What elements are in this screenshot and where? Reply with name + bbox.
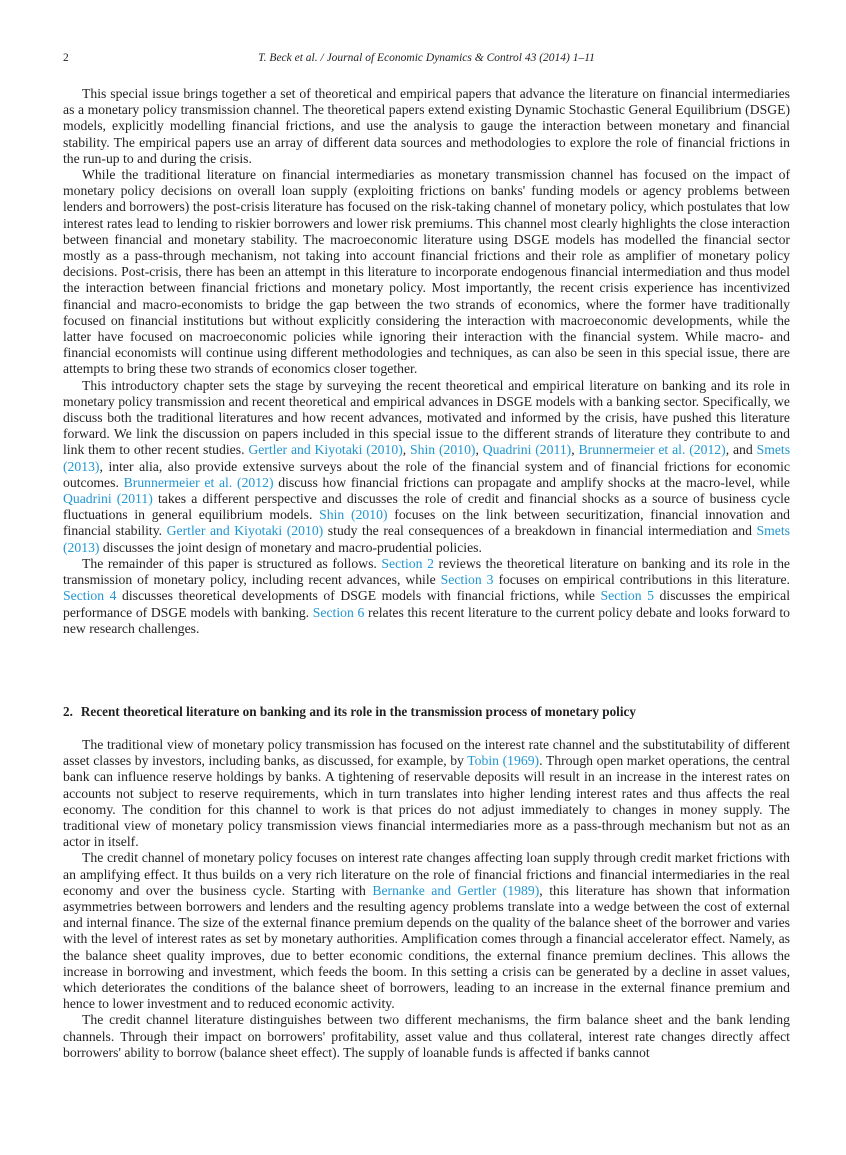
paragraph-text: , this literature has shown that information asymmetries between borrowers and lenders and the resulting agency problems translate into a wedge between the cost of external and internal finance. The size of the external finance premium depends on the quality of the balance sheet of the borrower and varies with the level of interest rates as set by monetary authorities. Amplification comes through a financial accelerator effect. Namely, as the balance sheet quality improves, due to better economic conditions, the external finance premium declines. This allows the increase in borrowing and investment, which feeds the boom. In this setting a crisis can be generated by a decline in asset values, which deteriorates the conditions of the balance sheet of borrowers, leading to an increase in the external finance premium and hence to lower investment and to reduced economic activity.	[63, 882, 790, 1012]
paragraph	[63, 86, 790, 167]
citation-link[interactable]: Smets (2013)	[63, 523, 790, 555]
paragraph	[63, 167, 790, 378]
paragraph	[63, 737, 790, 850]
running-title: T. Beck et al. / Journal of Economic Dynamics & Control 43 (2014) 1–11	[258, 52, 595, 64]
paragraph-text: This introductory chapter sets the stage by surveying the recent theoretical and empirical literature on banking and its role in monetary policy transmission and recent theoretical and empirical advances in DSGE models with a banking sector. Specifically, we discuss both the traditional literatures and how recent advances, motivated and informed by the crisis, have pushed this literature forward. We link the discussion on papers included in this special issue to the different strands of literature they contribute to and link them to other recent studies.	[63, 377, 790, 458]
citation-link[interactable]: Shin (2010)	[319, 507, 388, 523]
section-2-body	[63, 737, 790, 1061]
paragraph-text: takes a different perspective and discusses the role of credit and financial shocks as a source of business cycle fluctuations in general equilibrium models.	[63, 491, 790, 523]
paragraph-text: discusses the empirical performance of DSGE models with banking.	[63, 588, 790, 620]
paragraph-text: The remainder of this paper is structured as follows.	[82, 555, 382, 571]
section-2-heading	[63, 704, 790, 720]
paragraph	[63, 850, 790, 1012]
paragraph-text: , and	[725, 442, 757, 458]
paragraph-text: , inter alia, also provide extensive surveys about the role of the financial system and of financial frictions for economic outcomes.	[63, 458, 790, 490]
paragraph-text: While the traditional literature on financial intermediaries as monetary transmission channel has focused on the impact of monetary policy decisions on overall loan supply (exploiting frictions on banks' funding models or agency problems between lenders and borrowers) the post-crisis literature has focused on the risk-taking channel of monetary policy, which postulates that low interest rates lead to lending to riskier borrowers and lower risk premiums. This channel most clearly highlights the close interaction between financial and monetary stability. The macroeconomic literature using DSGE models has modelled the financial sector mostly as a pass-through mechanism, not taking into account financial frictions and their role as amplifier of monetary policy decisions. Post-crisis, there has been an attempt in this literature to incorporate endogenous financial intermediation and thus model the interaction between financial frictions and monetary policy. Most importantly, the recent crisis experience has incentivized financial and macro-economists to bridge the gap between the two strands of economics, where the former have traditionally focused on financial institutions but without explicitly considering the interaction with macroeconomic developments, while the latter have focused on macroeconomic policies while ignoring their interaction with the financial system. While macro- and financial economists will continue using different methodologies and techniques, as can also be seen in this special issue, there are attempts to bring these two strands of economics closer together.	[63, 167, 790, 377]
citation-link[interactable]: Tobin (1969)	[467, 753, 540, 769]
page-number: 2	[63, 52, 69, 64]
citation-link[interactable]: Brunnermeier et al. (2012)	[123, 474, 274, 490]
paragraph-text: The credit channel of monetary policy focuses on interest rate changes affecting loan supply through credit market frictions with an amplifying effect. It thus builds on a very rich literature on the role of financial frictions and financial intermediaries in the real economy and over the business cycle. Starting with	[63, 850, 790, 898]
citation-link[interactable]: Shin (2010)	[410, 442, 476, 458]
paragraph-text: discusses the joint design of monetary and macro-prudential policies.	[99, 539, 482, 555]
section-title: Recent theoretical literature on banking and its role in the transmission process of monetary policy	[80, 704, 636, 719]
paragraph-text: focuses on the link between securitization, financial innovation and financial stability.	[63, 507, 791, 539]
paragraph-text: relates this recent literature to the current policy debate and looks forward to new research challenges.	[63, 604, 790, 636]
citation-link[interactable]: Gertler and Kiyotaki (2010)	[248, 442, 403, 458]
paragraph	[63, 556, 790, 637]
citation-link[interactable]: Section 3	[440, 572, 494, 588]
citation-link[interactable]: Bernanke and Gertler (1989)	[372, 882, 540, 898]
citation-link[interactable]: Section 5	[600, 588, 654, 604]
citation-link[interactable]: Section 2	[381, 555, 434, 571]
paragraph-text: discuss how financial frictions can propagate and amplify shocks at the macro-level, while	[273, 474, 790, 490]
paragraph-text: The traditional view of monetary policy transmission has focused on the interest rate channel and the substitutability of different asset classes by investors, including banks, as discussed, for example, by	[63, 737, 790, 769]
paragraph-text: ,	[402, 442, 411, 458]
citation-link[interactable]: Quadrini (2011)	[63, 491, 153, 507]
paragraph-text: ,	[571, 442, 579, 458]
citation-link[interactable]: Smets (2013)	[63, 442, 791, 474]
introduction-body	[63, 86, 790, 637]
citation-link[interactable]: Section 6	[312, 604, 365, 620]
paragraph-text: The credit channel literature distinguishes between two different mechanisms, the firm balance sheet and the bank lending channels. Through their impact on borrowers' profitability, asset value and thus collateral, interest rate changes directly affect borrowers' ability to borrow (balance sheet effect). The supply of loanable funds is affected if banks cannot	[63, 1012, 790, 1060]
paragraph	[63, 1012, 790, 1061]
paragraph-text: study the real consequences of a breakdown in financial intermediation and	[323, 523, 757, 539]
paragraph	[63, 378, 790, 556]
paragraph-text: reviews the theoretical literature on banking and its role in the transmission of monetary policy, including recent advances, while	[63, 555, 791, 588]
paragraph-text: ,	[475, 442, 483, 458]
paragraph-text: . Through open market operations, the central bank can influence reserve holdings by banks. A tightening of reservable deposits will result in an increase in the interest rates on accounts not subject to reserve requirements, which in turn translates into higher lending interest rates and thus affects the real economy. The condition for this channel to work is that prices do not adjust immediately to changes in money supply. The traditional view of monetary policy transmission views financial intermediaries more as a pass-through mechanism but not as an actor in itself.	[63, 753, 790, 850]
page-header	[63, 52, 790, 68]
paragraph-text: This special issue brings together a set of theoretical and empirical papers that advance the literature on financial intermediaries as a monetary policy transmission channel. The theoretical papers extend existing Dynamic Stochastic General Equilibrium (DSGE) models, explicitly modelling financial frictions, and use the analysis to gauge the interaction between monetary and financial stability. The empirical papers use an array of different data sources and methodologies to explore the role of financial frictions in the run-up to and during the crisis.	[63, 86, 790, 166]
paragraph-text: discusses theoretical developments of DSGE models with financial frictions, while	[116, 588, 601, 604]
citation-link[interactable]: Gertler and Kiyotaki (2010)	[166, 523, 324, 539]
citation-link[interactable]: Quadrini (2011)	[482, 442, 572, 458]
section-number: 2.	[63, 704, 73, 719]
citation-link[interactable]: Brunnermeier et al. (2012)	[578, 442, 726, 458]
paragraph-text: focuses on empirical contributions in this literature.	[493, 572, 790, 588]
citation-link[interactable]: Section 4	[63, 588, 117, 604]
